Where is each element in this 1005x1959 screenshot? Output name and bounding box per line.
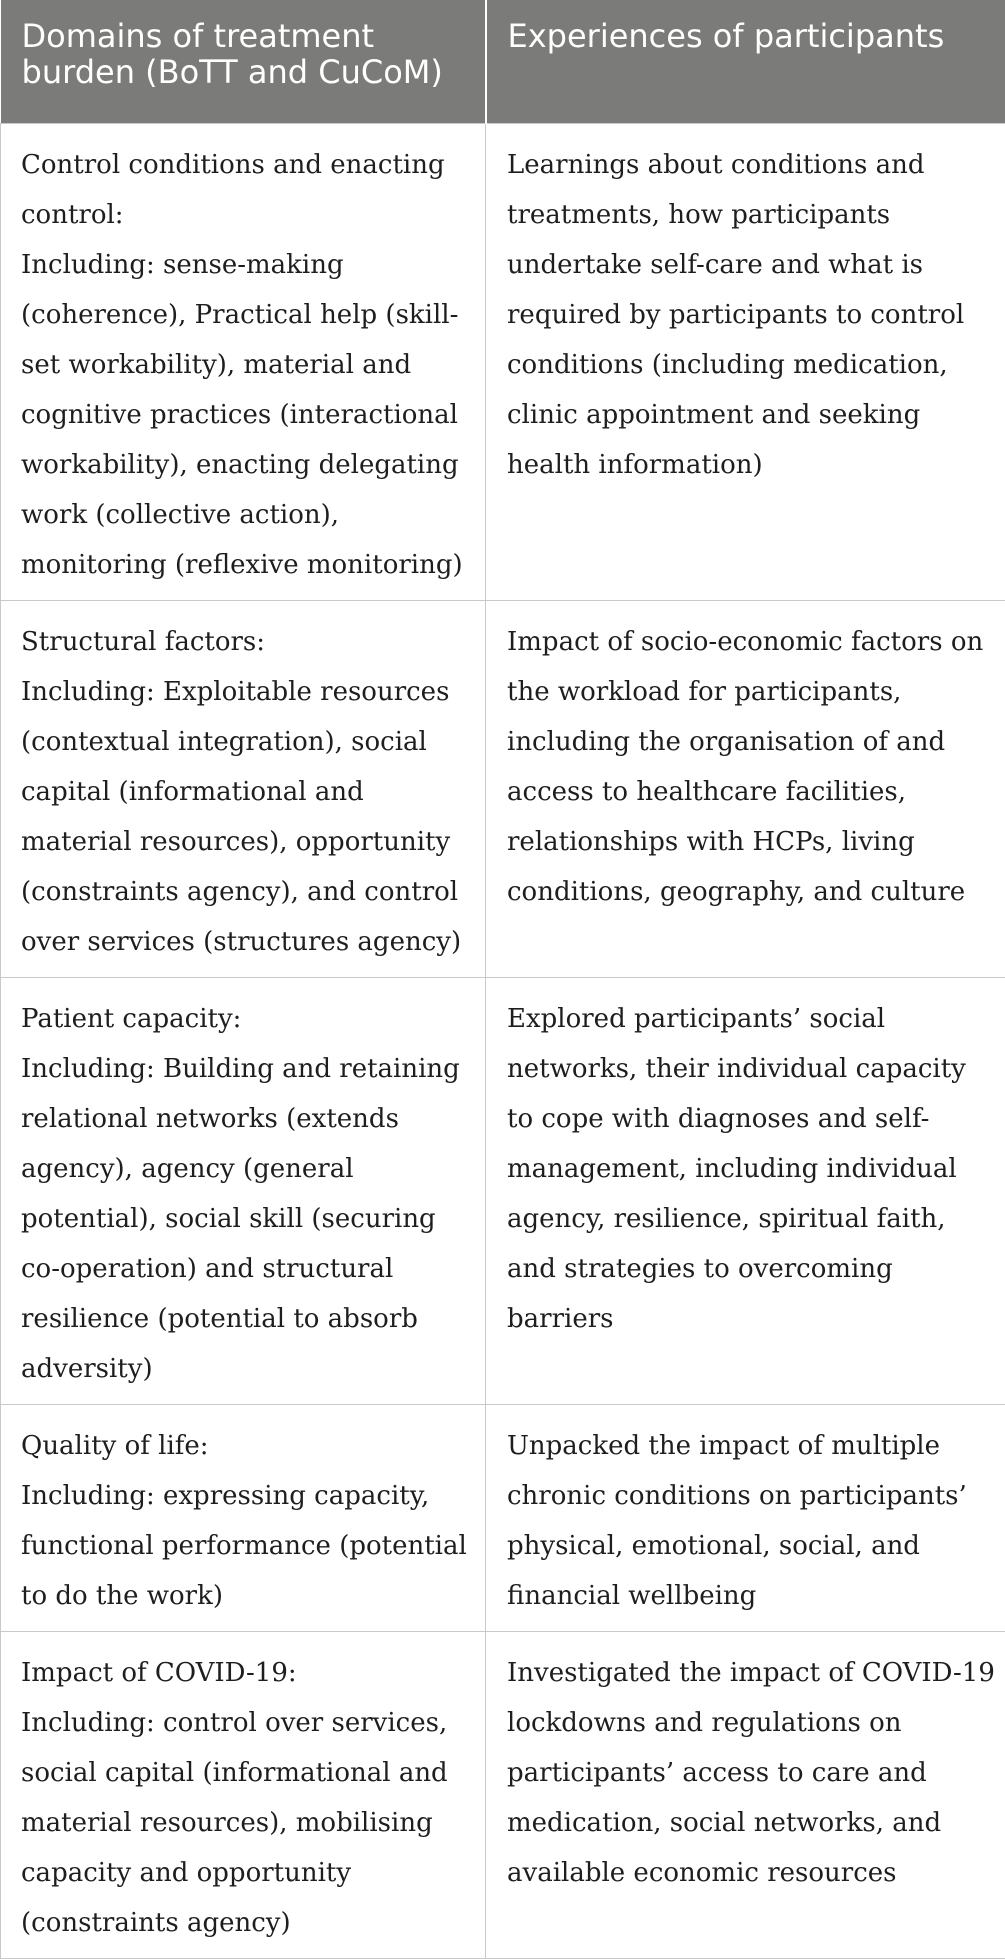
experience-cell — [486, 977, 1005, 1404]
table-header — [1, 0, 1005, 123]
table-row — [1, 1631, 1005, 1958]
experience-text: Impact of socio-economic factors on the workload for participants, including the organisation of and access to healthcare facilities, relationships with HCPs, living conditions, geography, and culture — [507, 617, 997, 917]
header-domains: Domains of treatment burden (BoTT and CuCoM) — [1, 0, 486, 123]
experience-cell — [486, 1404, 1005, 1631]
domain-detail: Including: sense-making (coherence), Practical help (skill-set workability), material and cognitive practices (interactional workability), enacting delegating work (collective action), monitoring (reflexive monitoring) — [21, 240, 477, 590]
domain-cell — [1, 600, 486, 977]
experience-text: Investigated the impact of COVID-19 lockdowns and regulations on participants’ access to care and medication, social networks, and available economic resources — [507, 1648, 997, 1898]
experience-cell — [486, 600, 1005, 977]
domain-detail: Including: control over services, social capital (informational and material resources), mobilising capacity and opportunity (constraints agency) — [21, 1698, 477, 1948]
domain-cell — [1, 123, 486, 600]
domain-detail: Including: expressing capacity, functional performance (potential to do the work) — [21, 1471, 477, 1621]
domain-detail: Including: Building and retaining relational networks (extends agency), agency (general potential), social skill (securing co-operation) and structural resilience (potential to absorb adversity) — [21, 1044, 477, 1394]
domain-title: Structural factors: — [21, 617, 477, 667]
experience-cell — [486, 123, 1005, 600]
header-row — [1, 0, 1005, 123]
domain-title: Patient capacity: — [21, 994, 477, 1044]
table-body — [1, 123, 1005, 1958]
header-experiences: Experiences of participants — [486, 0, 1005, 123]
domain-title: Impact of COVID-19: — [21, 1648, 477, 1698]
table-row — [1, 123, 1005, 600]
domain-cell — [1, 1404, 486, 1631]
table-row — [1, 600, 1005, 977]
table-row — [1, 977, 1005, 1404]
domain-detail: Including: Exploitable resources (contextual integration), social capital (informational and material resources), opportunity (constraints agency), and control over services (structures agency) — [21, 667, 477, 967]
domain-title: Control conditions and enacting control: — [21, 140, 477, 240]
domain-cell — [1, 977, 486, 1404]
experience-text: Unpacked the impact of multiple chronic conditions on participants’ physical, emotional, social, and financial wellbeing — [507, 1421, 997, 1621]
table-row — [1, 1404, 1005, 1631]
experience-text: Explored participants’ social networks, their individual capacity to cope with diagnoses and self-management, including individual agency, resilience, spiritual faith, and strategies to overcoming barriers — [507, 994, 997, 1344]
experience-text: Learnings about conditions and treatments, how participants undertake self-care and what is required by participants to control conditions (including medication, clinic appointment and seeking health information) — [507, 140, 997, 490]
domain-cell — [1, 1631, 486, 1958]
experience-cell — [486, 1631, 1005, 1958]
domain-title: Quality of life: — [21, 1421, 477, 1471]
